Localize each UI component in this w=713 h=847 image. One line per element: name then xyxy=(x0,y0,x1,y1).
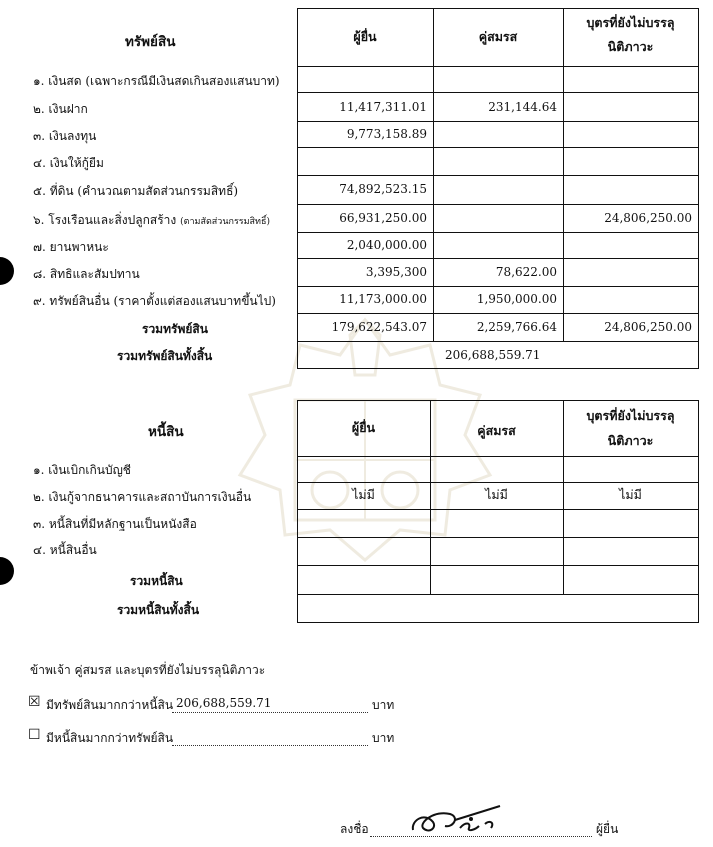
asset-row-label-main: ๖. โรงเรือนและสิ่งปลูกสร้าง xyxy=(33,213,177,227)
liab-col-filer: ผู้ยื่น xyxy=(351,420,376,435)
liab-filer-none: ไม่มี xyxy=(352,487,375,502)
punch-hole-top xyxy=(0,257,14,285)
summary-intro: ข้าพเจ้า คู่สมรส และบุตรที่ยังไม่บรรลุนิติภาวะ xyxy=(30,663,266,677)
signature-image xyxy=(405,800,515,838)
asset-filer-value: 11,173,000.00 xyxy=(339,292,427,306)
asset-filer-value: 9,773,158.89 xyxy=(346,127,427,141)
asset-filer-value: 74,892,523.15 xyxy=(339,182,427,196)
more-debts-checkbox[interactable]: ☐ xyxy=(28,727,41,743)
more-debts-dotline xyxy=(172,745,368,746)
liabilities-grand-total-label: รวมหนี้สินทั้งสิ้น xyxy=(117,603,200,617)
assets-grand-total-label: รวมทรัพย์สินทั้งสิ้น xyxy=(117,349,213,363)
liab-child-none: ไม่มี xyxy=(619,487,642,502)
asset-row-label: ๗. ยานพาหนะ xyxy=(33,240,109,254)
more-assets-checkbox[interactable]: ☒ xyxy=(28,694,41,710)
assets-col-filer: ผู้ยื่น xyxy=(353,29,377,44)
asset-row-label: ๑. เงินสด (เฉพาะกรณีมีเงินสดเกินสองแสนบาท) xyxy=(33,74,280,88)
assets-title: ทรัพย์สิน xyxy=(125,34,176,50)
asset-row-label: ๓. เงินลงทุน xyxy=(33,129,97,143)
liab-spouse-none: ไม่มี xyxy=(485,487,508,502)
assets-total-child: 24,806,250.00 xyxy=(604,320,692,334)
more-debts-label: มีหนี้สินมากกว่าทรัพย์สิน xyxy=(46,731,174,745)
more-assets-label: มีทรัพย์สินมากกว่าหนี้สิน xyxy=(46,698,174,712)
asset-filer-value: 11,417,311.01 xyxy=(339,100,427,114)
asset-row-label: ๔. เงินให้กู้ยืม xyxy=(33,156,104,170)
liab-col-spouse: คู่สมรส xyxy=(477,423,516,438)
more-assets-value: 206,688,559.71 xyxy=(176,696,272,710)
liability-row-label: ๓. หนี้สินที่มีหลักฐานเป็นหนังสือ xyxy=(33,517,197,531)
asset-row-label: ๕. ที่ดิน (คำนวณตามสัดส่วนกรรมสิทธิ์) xyxy=(33,184,239,198)
asset-spouse-value: 231,144.64 xyxy=(488,100,557,114)
asset-row-label: ๒. เงินฝาก xyxy=(33,102,88,116)
asset-filer-value: 2,040,000.00 xyxy=(346,238,427,252)
assets-col-spouse: คู่สมรส xyxy=(478,29,518,44)
asset-filer-value: 66,931,250.00 xyxy=(339,211,427,225)
assets-grand-total-value: 206,688,559.71 xyxy=(445,348,541,362)
liab-table-right-border xyxy=(698,400,699,622)
assets-table-right-border xyxy=(698,8,699,368)
assets-total-filer: 179,622,543.07 xyxy=(331,320,427,334)
more-debts-unit: บาท xyxy=(372,731,395,745)
asset-filer-value: 3,395,300 xyxy=(365,265,427,279)
asset-row-label: ๙. ทรัพย์สินอื่น (ราคาตั้งแต่สองแสนบาทขึ้นไป) xyxy=(33,294,276,308)
liabilities-total-label: รวมหนี้สิน xyxy=(130,574,183,588)
liability-row-label: ๒. เงินกู้จากธนาคารและสถาบันการเงินอื่น xyxy=(33,490,252,504)
liability-row-label: ๔. หนี้สินอื่น xyxy=(33,543,97,557)
assets-table-left-border xyxy=(297,8,298,368)
assets-col-child-2: นิติภาวะ xyxy=(607,39,654,54)
asset-row-label-note: (ตามสัดส่วนกรรมสิทธิ์) xyxy=(180,217,270,227)
assets-col-child-1: บุตรที่ยังไม่บรรลุ xyxy=(586,15,675,30)
assets-total-spouse: 2,259,766.64 xyxy=(476,320,557,334)
asset-row-label: ๘. สิทธิและสัมปทาน xyxy=(33,267,140,281)
liabilities-title: หนี้สิน xyxy=(148,424,184,440)
asset-spouse-value: 1,950,000.00 xyxy=(476,292,557,306)
punch-hole-bottom xyxy=(0,557,14,585)
liab-col-child-1: บุตรที่ยังไม่บรรลุ xyxy=(586,408,675,423)
more-assets-unit: บาท xyxy=(372,698,395,712)
asset-spouse-value: 78,622.00 xyxy=(495,265,557,279)
more-assets-dotline xyxy=(172,712,368,713)
sign-label: ลงชื่อ xyxy=(340,822,369,836)
signature-role: ผู้ยื่น xyxy=(596,822,619,836)
liability-row-label: ๑. เงินเบิกเกินบัญชี xyxy=(33,463,131,477)
asset-child-value: 24,806,250.00 xyxy=(604,211,692,225)
asset-row-label xyxy=(33,211,270,230)
assets-total-label: รวมทรัพย์สิน xyxy=(142,322,208,336)
liab-col-child-2: นิติภาวะ xyxy=(607,433,654,448)
